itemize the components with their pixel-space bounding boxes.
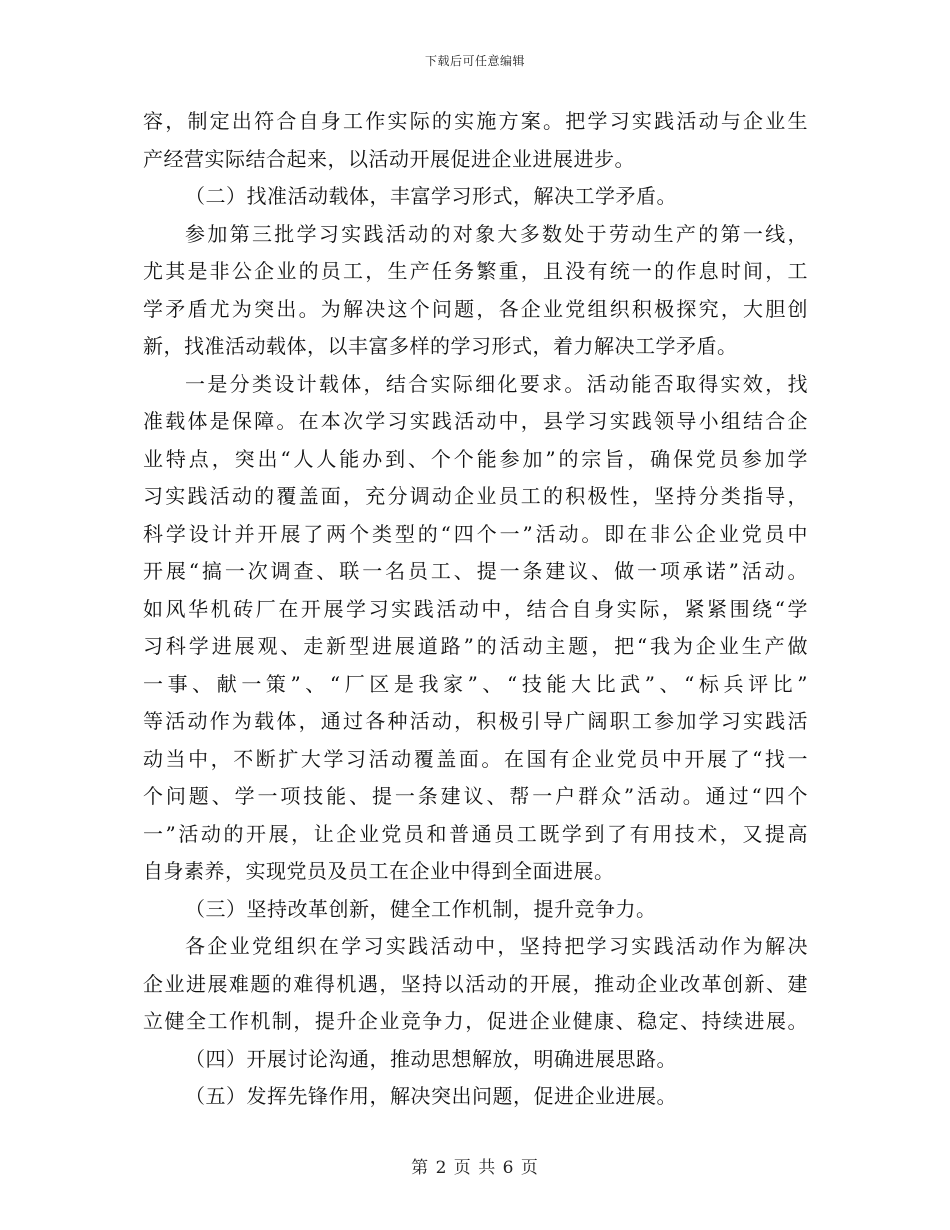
body-line: 如风华机砖厂在开展学习实践活动中，结合自身实际，紧紧围绕“学 — [143, 596, 808, 621]
body-line: 科学设计并开展了两个类型的“四个一”活动。即在非公企业党员中 — [143, 521, 808, 546]
body-line: （五）发挥先锋作用，解决突出问题，促进企业进展。 — [185, 1084, 677, 1108]
page-header: 下载后可任意编辑 — [424, 54, 525, 68]
body-line: （四）开展讨论沟通，推动思想解放，明确进展思路。 — [185, 1046, 677, 1071]
body-line: 业特点，突出“人人能办到、个个能参加”的宗旨，确保党员参加学 — [143, 446, 808, 471]
body-line: 自身素养，实现党员及员工在企业中得到全面进展。 — [143, 859, 615, 883]
body-line: 习实践活动的覆盖面，充分调动企业员工的积极性，坚持分类指导， — [143, 484, 808, 508]
body-line: 动当中，不断扩大学习活动覆盖面。在国有企业党员中开展了“找一 — [143, 746, 808, 771]
body-line: （二）找准活动载体，丰富学习形式，解决工学矛盾。 — [185, 184, 677, 208]
body-line: 容，制定出符合自身工作实际的实施方案。把学习实践活动与企业生 — [143, 109, 808, 133]
body-line: 尤其是非公企业的员工，生产任务繁重，且没有统一的作息时间，工 — [143, 259, 808, 283]
body-line: 准载体是保障。在本次学习实践活动中，县学习实践领导小组结合企 — [143, 409, 808, 433]
body-line: 学矛盾尤为突出。为解决这个问题，各企业党组织积极探究，大胆创 — [143, 296, 808, 321]
body-line: 新，找准活动载体，以丰富多样的学习形式，着力解决工学矛盾。 — [143, 334, 738, 358]
body-line: 开展“搞一次调查、联一名员工、提一条建议、做一项承诺”活动。 — [143, 559, 808, 583]
body-line: 一”活动的开展，让企业党员和普通员工既学到了有用技术，又提高 — [143, 821, 808, 846]
body-line: 等活动作为载体，通过各种活动，积极引导广阔职工参加学习实践活 — [143, 709, 808, 733]
body-line: 一是分类设计载体，结合实际细化要求。活动能否取得实效，找 — [185, 371, 808, 396]
body-line: 企业进展难题的难得机遇，坚持以活动的开展，推动企业改革创新、建 — [143, 971, 808, 996]
body-line: （三）坚持改革创新，健全工作机制，提升竞争力。 — [185, 896, 657, 921]
body-line: 立健全工作机制，提升企业竞争力，促进企业健康、稳定、持续进展。 — [143, 1009, 808, 1033]
body-line: 个问题、学一项技能、提一条建议、帮一户群众”活动。通过“四个 — [143, 784, 808, 808]
body-line: 各企业党组织在学习实践活动中，坚持把学习实践活动作为解决 — [185, 934, 808, 958]
document-body — [143, 103, 808, 1116]
body-line: 产经营实际结合起来，以活动开展促进企业进展进步。 — [143, 146, 635, 171]
body-line: 习科学进展观、走新型进展道路”的活动主题，把“我为企业生产做 — [143, 634, 808, 658]
body-line: 一事、献一策”、“厂区是我家”、“技能大比武”、“标兵评比” — [143, 671, 808, 696]
page-number: 第 2 页 共 6 页 — [411, 1158, 539, 1178]
body-line: 参加第三批学习实践活动的对象大多数处于劳动生产的第一线， — [185, 221, 808, 246]
